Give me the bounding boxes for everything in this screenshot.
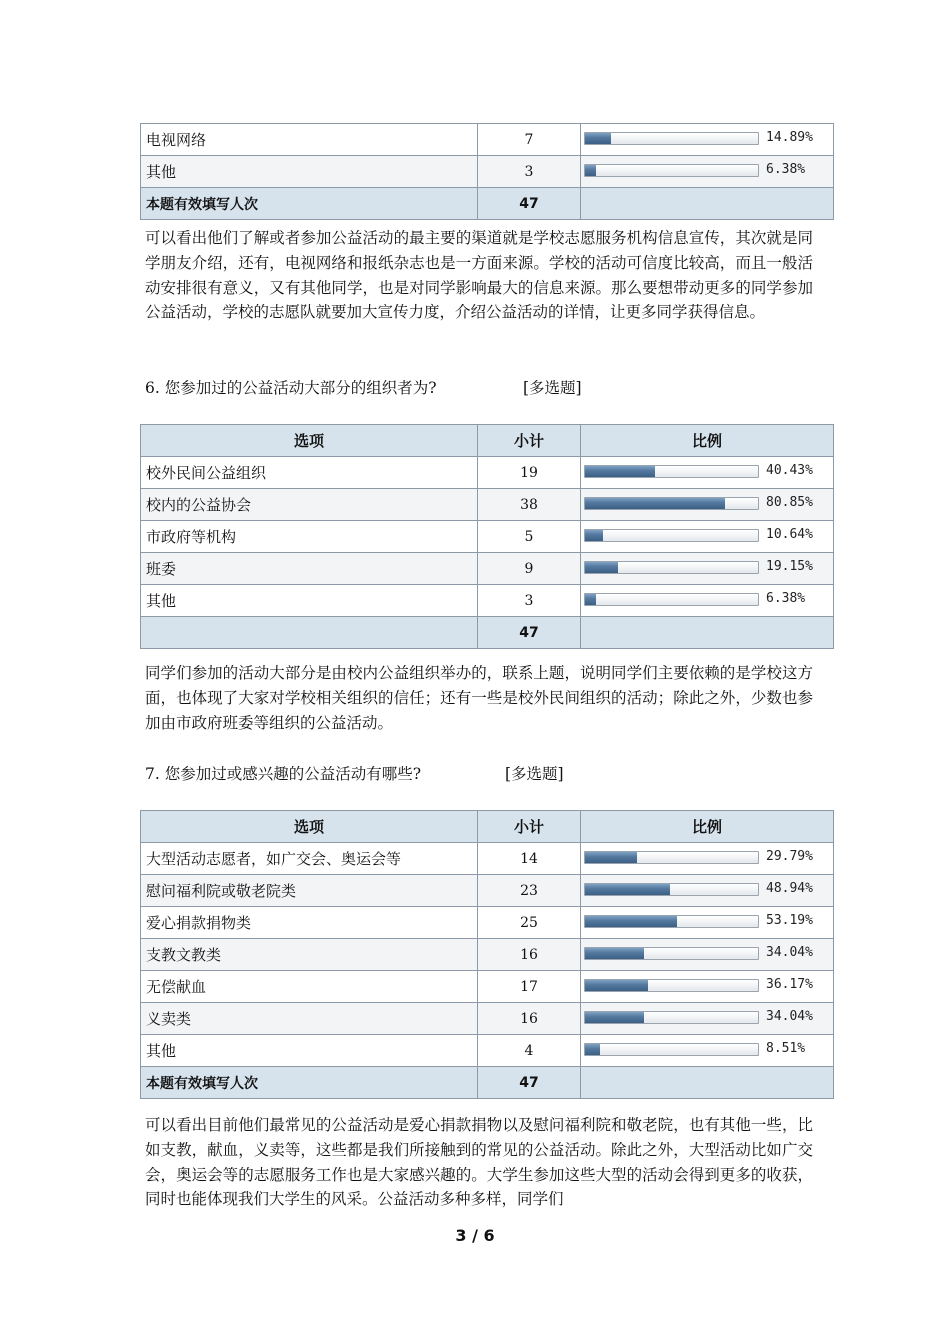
ratio-percent: 48.94% xyxy=(766,881,813,896)
ratio-bar xyxy=(584,883,759,896)
ratio-percent: 10.64% xyxy=(766,527,813,542)
ratio-cell xyxy=(581,1003,834,1035)
option-cell: 爱心捐款捐物类 xyxy=(141,907,478,939)
count-cell: 17 xyxy=(478,971,581,1003)
column-header-ratio: 比例 xyxy=(581,811,834,843)
question7-results-table xyxy=(140,810,834,1099)
count-cell: 23 xyxy=(478,875,581,907)
table-row xyxy=(141,875,834,907)
ratio-cell xyxy=(581,971,834,1003)
question6-title xyxy=(145,376,582,398)
ratio-percent: 6.38% xyxy=(766,591,806,606)
table-row xyxy=(141,156,834,188)
ratio-cell xyxy=(581,875,834,907)
count-cell: 3 xyxy=(478,156,581,188)
ratio-percent: 34.04% xyxy=(766,1009,813,1024)
option-cell: 其他 xyxy=(141,156,478,188)
ratio-bar-fill xyxy=(585,980,648,991)
ratio-cell xyxy=(581,156,834,188)
option-cell: 无偿献血 xyxy=(141,971,478,1003)
table-row xyxy=(141,489,834,521)
table-row xyxy=(141,553,834,585)
ratio-bar xyxy=(584,851,759,864)
column-header-option: 选项 xyxy=(141,811,478,843)
ratio-bar xyxy=(584,561,759,574)
total-empty-cell xyxy=(581,1067,834,1099)
total-label: 本题有效填写人次 xyxy=(141,188,478,220)
ratio-cell xyxy=(581,521,834,553)
ratio-cell xyxy=(581,907,834,939)
total-count: 47 xyxy=(478,1067,581,1099)
table-row xyxy=(141,971,834,1003)
ratio-bar-fill xyxy=(585,916,677,927)
ratio-bar-fill xyxy=(585,498,725,509)
option-cell: 支教文教类 xyxy=(141,939,478,971)
column-header-count: 小计 xyxy=(478,425,581,457)
question7-text: 7. 您参加过或感兴趣的公益活动有哪些? xyxy=(145,765,422,783)
option-cell: 其他 xyxy=(141,1035,478,1067)
count-cell: 19 xyxy=(478,457,581,489)
ratio-bar xyxy=(584,979,759,992)
count-cell: 9 xyxy=(478,553,581,585)
total-row xyxy=(141,617,834,649)
question6-text: 6. 您参加过的公益活动大部分的组织者为? xyxy=(145,379,437,397)
analysis-paragraph-1: 可以看出他们了解或者参加公益活动的最主要的渠道就是学校志愿服务机构信息宣传，其次就是同学朋友介绍，还有，电视网络和报纸杂志也是一方面来源。学校的活动可信度比较高，而且一般活动安排很有意义，又有其他同学，也是对同学影响最大的信息来源。那么要想带动更多的同学参加公益活动，学校的志愿队就要加大宣传力度，介绍公益活动的详情，让更多同学获得信息。 xyxy=(145,229,813,322)
option-cell: 电视网络 xyxy=(141,124,478,156)
ratio-bar-fill xyxy=(585,852,637,863)
count-cell: 38 xyxy=(478,489,581,521)
ratio-bar xyxy=(584,1011,759,1024)
total-label xyxy=(141,617,478,649)
count-cell: 4 xyxy=(478,1035,581,1067)
question6-results-table xyxy=(140,424,834,649)
ratio-bar xyxy=(584,164,759,177)
ratio-cell xyxy=(581,457,834,489)
option-cell: 其他 xyxy=(141,585,478,617)
ratio-bar xyxy=(584,132,759,145)
ratio-percent: 40.43% xyxy=(766,463,813,478)
question7-title xyxy=(145,762,564,784)
total-count: 47 xyxy=(478,188,581,220)
count-cell: 3 xyxy=(478,585,581,617)
option-cell: 班委 xyxy=(141,553,478,585)
column-header-option: 选项 xyxy=(141,425,478,457)
table-row xyxy=(141,843,834,875)
analysis-paragraph-3: 可以看出目前他们最常见的公益活动是爱心捐款捐物以及慰问福利院和敬老院，也有其他一些，比如支教，献血，义卖等，这些都是我们所接触到的常见的公益活动。除此之外，大型活动比如广交会，奥运会等的志愿服务工作也是大家感兴趣的。大学生参加这些大型的活动会得到更多的收获，同时也能体现我们大学生的风采。公益活动多种多样，同学们 xyxy=(145,1116,813,1209)
count-cell: 25 xyxy=(478,907,581,939)
column-header-ratio: 比例 xyxy=(581,425,834,457)
option-cell: 大型活动志愿者，如广交会、奥运会等 xyxy=(141,843,478,875)
ratio-cell xyxy=(581,939,834,971)
ratio-bar-fill xyxy=(585,165,596,176)
table-row xyxy=(141,457,834,489)
ratio-bar-fill xyxy=(585,594,596,605)
ratio-bar xyxy=(584,465,759,478)
option-cell: 慰问福利院或敬老院类 xyxy=(141,875,478,907)
option-cell: 市政府等机构 xyxy=(141,521,478,553)
column-header-count: 小计 xyxy=(478,811,581,843)
table-row xyxy=(141,1003,834,1035)
table-row xyxy=(141,585,834,617)
ratio-cell xyxy=(581,1035,834,1067)
question7-type-tag: [多选题] xyxy=(505,765,564,783)
total-count: 47 xyxy=(478,617,581,649)
ratio-percent: 53.19% xyxy=(766,913,813,928)
ratio-bar-fill xyxy=(585,1044,600,1055)
ratio-bar-fill xyxy=(585,884,670,895)
total-empty-cell xyxy=(581,188,834,220)
count-cell: 7 xyxy=(478,124,581,156)
ratio-bar-fill xyxy=(585,133,611,144)
table-row xyxy=(141,939,834,971)
total-empty-cell xyxy=(581,617,834,649)
count-cell: 14 xyxy=(478,843,581,875)
total-row xyxy=(141,1067,834,1099)
ratio-bar-fill xyxy=(585,562,618,573)
total-label: 本题有效填写人次 xyxy=(141,1067,478,1099)
ratio-bar-fill xyxy=(585,466,655,477)
option-cell: 义卖类 xyxy=(141,1003,478,1035)
ratio-percent: 6.38% xyxy=(766,162,806,177)
question6-type-tag: [多选题] xyxy=(523,379,582,397)
ratio-percent: 14.89% xyxy=(766,130,813,145)
ratio-percent: 29.79% xyxy=(766,849,813,864)
question5-results-table xyxy=(140,123,834,220)
ratio-bar xyxy=(584,497,759,510)
ratio-percent: 8.51% xyxy=(766,1041,806,1056)
ratio-bar xyxy=(584,915,759,928)
ratio-percent: 34.04% xyxy=(766,945,813,960)
ratio-cell xyxy=(581,585,834,617)
ratio-bar xyxy=(584,529,759,542)
ratio-bar-fill xyxy=(585,530,603,541)
count-cell: 16 xyxy=(478,1003,581,1035)
table-row xyxy=(141,521,834,553)
ratio-cell xyxy=(581,489,834,521)
page-number: 3 / 6 xyxy=(455,1226,495,1245)
ratio-bar xyxy=(584,593,759,606)
option-cell: 校外民间公益组织 xyxy=(141,457,478,489)
count-cell: 16 xyxy=(478,939,581,971)
ratio-bar-fill xyxy=(585,1012,644,1023)
total-row xyxy=(141,188,834,220)
ratio-percent: 80.85% xyxy=(766,495,813,510)
ratio-cell xyxy=(581,553,834,585)
option-cell: 校内的公益协会 xyxy=(141,489,478,521)
analysis-paragraph-2: 同学们参加的活动大部分是由校内公益组织举办的，联系上题，说明同学们主要依赖的是学校这方面，也体现了大家对学校相关组织的信任；还有一些是校外民间组织的活动；除此之外，少数也参加由市政府班委等组织的公益活动。 xyxy=(145,664,813,732)
ratio-cell xyxy=(581,124,834,156)
ratio-bar xyxy=(584,947,759,960)
ratio-percent: 19.15% xyxy=(766,559,813,574)
count-cell: 5 xyxy=(478,521,581,553)
table-row xyxy=(141,124,834,156)
table-row xyxy=(141,907,834,939)
ratio-percent: 36.17% xyxy=(766,977,813,992)
ratio-cell xyxy=(581,843,834,875)
ratio-bar xyxy=(584,1043,759,1056)
ratio-bar-fill xyxy=(585,948,644,959)
table-row xyxy=(141,1035,834,1067)
